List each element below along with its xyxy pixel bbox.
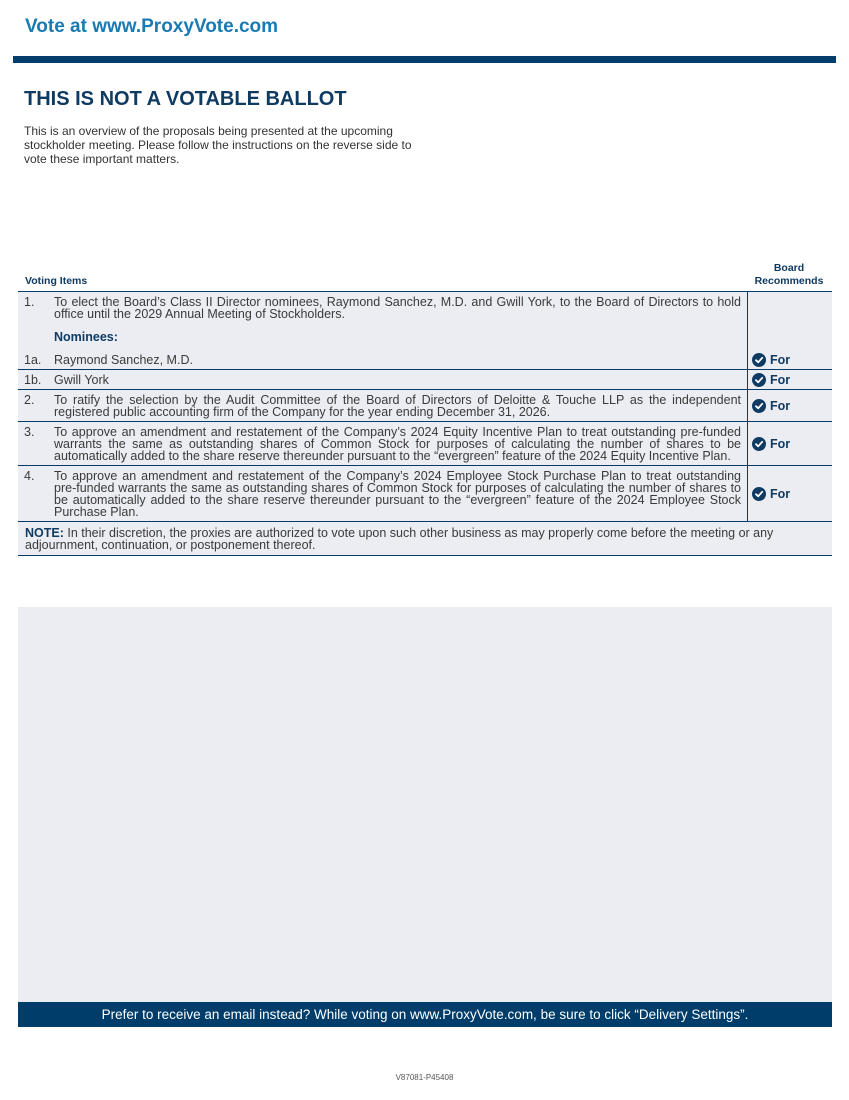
note-body: In their discretion, the proxies are authorized to vote upon such other business as may properly come before the meeting or any adjournment, continuation, or postponement thereof. (25, 526, 774, 552)
recommendation-label: For (770, 398, 791, 413)
proxyvote-link[interactable]: Vote at www.ProxyVote.com (25, 16, 279, 37)
item-text: To elect the Board’s Class II Director nominees, Raymond Sanchez, M.D. and Gwill York, to the Board of Directors to hold office until the 2029 Annual Meeting of Stockholders. (54, 295, 741, 321)
check-circle-icon (752, 487, 766, 501)
nominees-label: Nominees: (54, 330, 118, 344)
delivery-settings-banner: Prefer to receive an email instead? While voting on www.ProxyVote.com, be sure to click “Delivery Settings”. (18, 1002, 832, 1027)
proposal-row-3 (18, 422, 832, 466)
proposal-row-4 (18, 466, 832, 522)
item-number: 2. (24, 393, 35, 407)
board-recommendation (748, 390, 832, 421)
header-rule (13, 56, 836, 63)
intro-text: This is an overview of the proposals being presented at the upcoming stockholder meeting. Please follow the instructions on the reverse side to vote these important matters. (24, 124, 412, 166)
item-text: To ratify the selection by the Audit Committee of the Board of Directors of Deloitte & Touche LLP as the independent registered public accounting firm of the Company for the year ending December 31, 2026. (54, 393, 741, 419)
board-recommendation (748, 422, 832, 465)
proposal-row-2 (18, 390, 832, 422)
recommendation-label: For (770, 486, 791, 501)
item-number: 1b. (24, 373, 42, 387)
nominee-name: Gwill York (54, 373, 109, 387)
voting-items-table (18, 291, 832, 556)
check-circle-icon (752, 373, 766, 387)
blank-panel (18, 607, 832, 1002)
item-number: 1. (24, 295, 35, 309)
note-label: NOTE: (25, 526, 64, 540)
note-row (18, 522, 832, 556)
recommendation-label: For (770, 372, 791, 387)
note-text (25, 527, 826, 551)
board-recommendation (748, 466, 832, 521)
item-number: 1a. (24, 353, 42, 367)
page-title: THIS IS NOT A VOTABLE BALLOT (24, 88, 347, 110)
check-circle-icon (752, 437, 766, 451)
check-circle-icon (752, 353, 766, 367)
item-number: 3. (24, 425, 35, 439)
board-header-line2: Recommends (754, 275, 824, 287)
job-code: V87081-P45408 (395, 1073, 454, 1082)
proposal-row-1b (18, 370, 832, 390)
recommendation-label: For (770, 436, 791, 451)
item-text: To approve an amendment and restatement of the Company’s 2024 Equity Incentive Plan to treat outstanding pre-funded warrants the same as outstanding shares of Common Stock for purposes of calculating the number of shares to be automatically added to the share reserve thereunder pursuant to the “evergreen” feature of the 2024 Equity Incentive Plan. (54, 425, 741, 463)
board-recommends-header (746, 262, 832, 288)
board-recommendation (748, 370, 832, 389)
recommendation-label: For (770, 353, 791, 367)
proposal-row-1 (18, 292, 832, 370)
item-text: To approve an amendment and restatement of the Company’s 2024 Employee Stock Purchase Plan to treat outstanding pre-funded warrants the same as outstanding shares of Common Stock for purposes of calculating the number of shares to be automatically added to the share reserve thereunder pursuant to the “evergreen” feature of the 2024 Employee Stock Purchase Plan. (54, 469, 741, 519)
nominee-name: Raymond Sanchez, M.D. (54, 353, 193, 367)
voting-items-header: Voting Items (25, 275, 88, 287)
item-number: 4. (24, 469, 35, 483)
check-circle-icon (752, 399, 766, 413)
board-header-line1: Board (773, 262, 805, 274)
board-recommendation (748, 292, 832, 369)
